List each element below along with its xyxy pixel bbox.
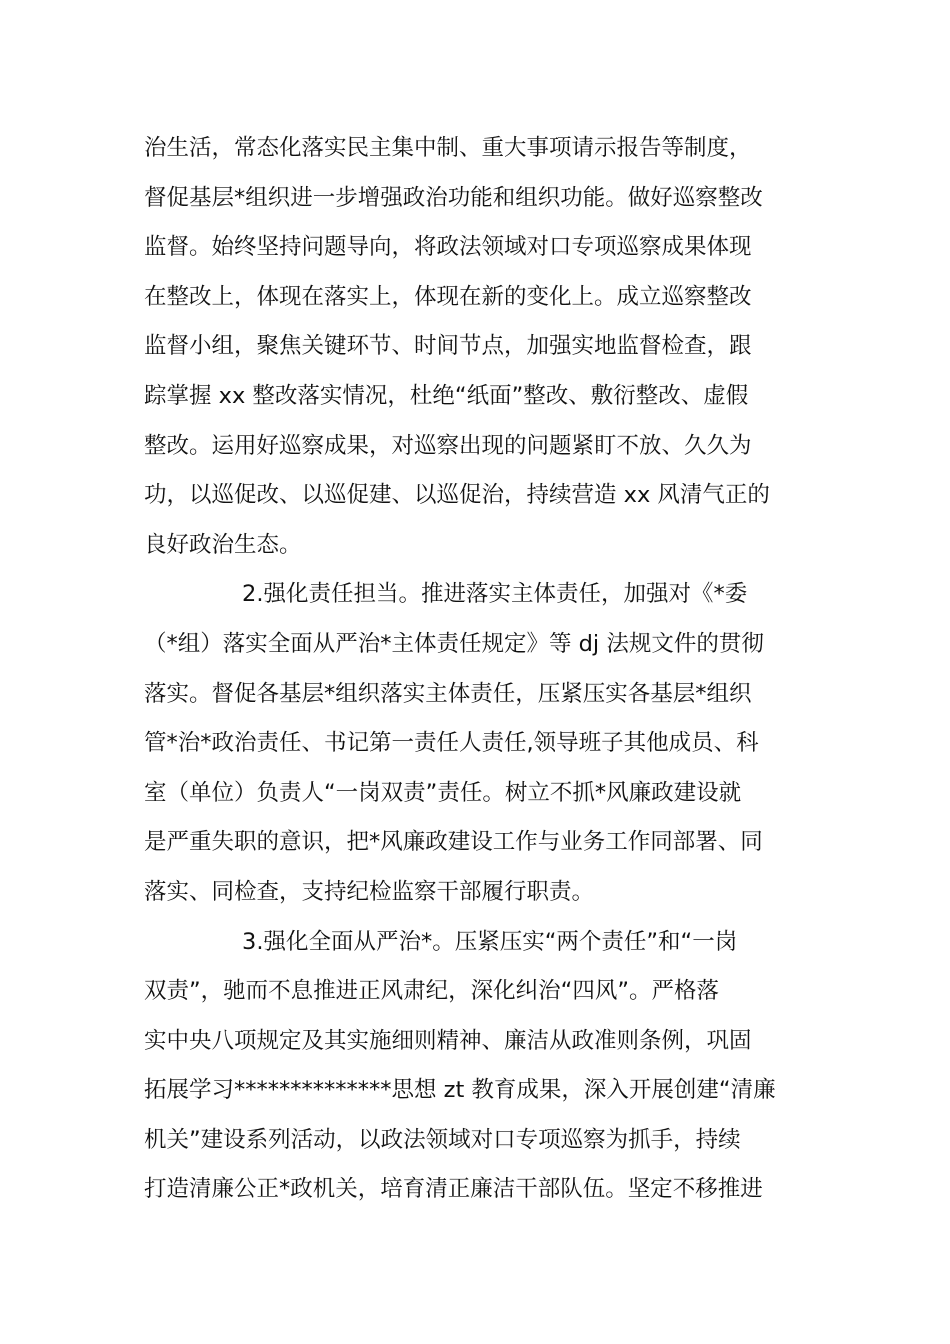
text-line: 在整改上，体现在落实上，体现在新的变化上。成立巡察整改: [144, 283, 752, 310]
text-line: 实中央八项规定及其实施细则精神、廉洁从政准则条例，巩固: [144, 1027, 752, 1054]
text-line: 落实。督促各基层*组织落实主体责任，压紧压实各基层*组织: [144, 680, 752, 707]
text-line: 管*治*政治责任、书记第一责任人责任,领导班子其他成员、科: [144, 730, 759, 757]
text-line: 机关”建设系列活动，以政法领域对口专项巡察为抓手，持续: [144, 1126, 741, 1153]
text-line: 督促基层*组织进一步增强政治功能和组织功能。做好巡察整改: [144, 184, 763, 211]
text-line: （*组）落实全面从严治*主体责任规定》等 dj 法规文件的贯彻: [144, 630, 764, 657]
paragraph-heading: 3.强化全面从严治*。压紧压实“两个责任”和“一岗: [242, 928, 738, 955]
text-line: 功，以巡促改、以巡促建、以巡促治，持续营造 xx 风清气正的: [144, 482, 770, 509]
text-line: 室（单位）负责人“一岗双责”责任。树立不抓*风廉政建设就: [144, 779, 742, 806]
document-body: [144, 124, 824, 1215]
text-line: 监督。始终坚持问题导向，将政法领域对口专项巡察成果体现: [144, 234, 752, 261]
text-line: 踪掌握 xx 整改落实情况，杜绝“纸面”整改、敷衍整改、虚假: [144, 382, 749, 409]
text-line: 治生活，常态化落实民主集中制、重大事项请示报告等制度，: [144, 135, 752, 161]
text-line: 监督小组，聚焦关键环节、时间节点，加强实地监督检查，跟: [144, 333, 752, 360]
text-line: 双责”，驰而不息推进正风肃纪，深化纠治“四风”。严格落: [144, 978, 719, 1005]
text-line: 良好政治生态。: [144, 531, 302, 558]
text-line: 落实、同检查，支持纪检监察干部履行职责。: [144, 878, 595, 905]
paragraph-heading: 2.强化责任担当。推进落实主体责任，加强对《*委: [242, 581, 748, 608]
text-line: 拓展学习**************思想 zt 教育成果，深入开展创建“清廉: [144, 1077, 776, 1104]
text-line: 整改。运用好巡察成果，对巡察出现的问题紧盯不放、久久为: [144, 432, 752, 459]
text-line: 打造清廉公正*政机关，培育清正廉洁干部队伍。坚定不移推进: [144, 1176, 763, 1203]
text-line: 是严重失职的意识，把*风廉政建设工作与业务工作同部署、同: [144, 829, 763, 856]
